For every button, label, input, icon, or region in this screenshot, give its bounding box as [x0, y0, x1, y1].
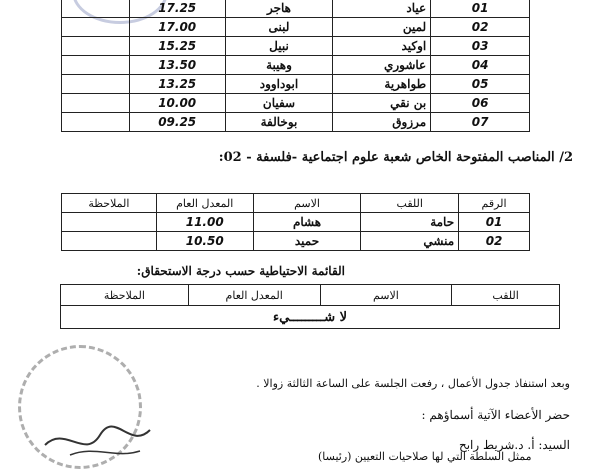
- table-row: [62, 37, 530, 56]
- surname-cell: منشي: [361, 232, 459, 251]
- table-row: [62, 18, 530, 37]
- header-notes: الملاحظة: [62, 194, 157, 213]
- reserve-header-name: الاسم: [320, 285, 452, 306]
- header-surname: اللقب: [361, 194, 459, 213]
- member-label: السيد: أ. د.شريط رابح: [458, 438, 570, 452]
- name-cell: نبيل: [225, 37, 333, 56]
- num-cell: 01: [431, 0, 530, 18]
- num-cell: 06: [431, 94, 530, 113]
- surname-cell: اوكيد: [333, 37, 431, 56]
- surname-cell: عياد: [333, 0, 431, 18]
- notes-cell: [62, 18, 130, 37]
- table-row: [62, 213, 530, 232]
- notes-cell: [62, 113, 130, 132]
- reserve-empty-text: لا شـــــــــيء: [61, 306, 560, 329]
- table-row: [62, 0, 530, 18]
- reserve-table: [60, 284, 560, 329]
- notes-cell: [62, 56, 130, 75]
- avg-cell: 09.25: [129, 113, 225, 132]
- reserve-list-title: القائمة الاحتياطية حسب درجة الاستحقاق:: [136, 264, 345, 278]
- reserve-header-surname: اللقب: [452, 285, 560, 306]
- avg-cell: 13.25: [129, 75, 225, 94]
- table-row: [62, 232, 530, 251]
- name-cell: وهيبة: [225, 56, 333, 75]
- signature-mark: [40, 415, 160, 465]
- name-cell: حميد: [253, 232, 361, 251]
- header-name: الاسم: [253, 194, 361, 213]
- table-2-header-row: [62, 194, 530, 213]
- name-cell: سفيان: [225, 94, 333, 113]
- avg-cell: 10.00: [129, 94, 225, 113]
- avg-cell: 17.00: [129, 18, 225, 37]
- table-row: [62, 94, 530, 113]
- table-row: [62, 56, 530, 75]
- num-cell: 01: [459, 213, 530, 232]
- name-cell: بوخالفة: [225, 113, 333, 132]
- surname-cell: عاشوري: [333, 56, 431, 75]
- notes-cell: [62, 213, 157, 232]
- avg-cell: 13.50: [129, 56, 225, 75]
- positions-table-1: [61, 0, 530, 132]
- num-cell: 02: [431, 18, 530, 37]
- num-cell: 07: [431, 113, 530, 132]
- name-cell: ابوداوود: [225, 75, 333, 94]
- avg-cell: 11.00: [156, 213, 253, 232]
- header-avg: المعدل العام: [156, 194, 253, 213]
- num-cell: 04: [431, 56, 530, 75]
- header-num: الرقم: [459, 194, 530, 213]
- surname-cell: طواهرية: [333, 75, 431, 94]
- reserve-empty-row: [61, 306, 560, 329]
- surname-cell: لمين: [333, 18, 431, 37]
- num-cell: 03: [431, 37, 530, 56]
- num-cell: 05: [431, 75, 530, 94]
- name-cell: هشام: [253, 213, 361, 232]
- notes-cell: [62, 37, 130, 56]
- avg-cell: 17.25: [129, 0, 225, 18]
- notes-cell: [62, 232, 157, 251]
- notes-cell: [62, 75, 130, 94]
- avg-cell: 10.50: [156, 232, 253, 251]
- surname-cell: بن نقي: [333, 94, 431, 113]
- positions-table-2: [61, 193, 530, 251]
- notes-cell: [62, 0, 130, 18]
- closing-line-2: حضر الأعضاء الآتية أسماؤهم :: [421, 408, 570, 422]
- member-role: ممثل السلطة التي لها صلاحيات التعيين (رئيسا): [318, 450, 532, 463]
- reserve-header-notes: الملاحظة: [61, 285, 189, 306]
- num-cell: 02: [459, 232, 530, 251]
- table-row: [62, 113, 530, 132]
- notes-cell: [62, 94, 130, 113]
- reserve-header-avg: المعدل العام: [188, 285, 320, 306]
- name-cell: لبنى: [225, 18, 333, 37]
- table-row: [62, 75, 530, 94]
- avg-cell: 15.25: [129, 37, 225, 56]
- section-2-title: 2/ المناصب المفتوحة الخاص شعبة علوم اجتماعية -فلسفة - 02:: [218, 150, 573, 165]
- surname-cell: مرزوق: [333, 113, 431, 132]
- name-cell: هاجر: [225, 0, 333, 18]
- reserve-header-row: [61, 285, 560, 306]
- closing-line-1: وبعد استنفاذ جدول الأعمال ، رفعت الجلسة على الساعة الثالثة زوالا .: [256, 377, 570, 390]
- surname-cell: حامة: [361, 213, 459, 232]
